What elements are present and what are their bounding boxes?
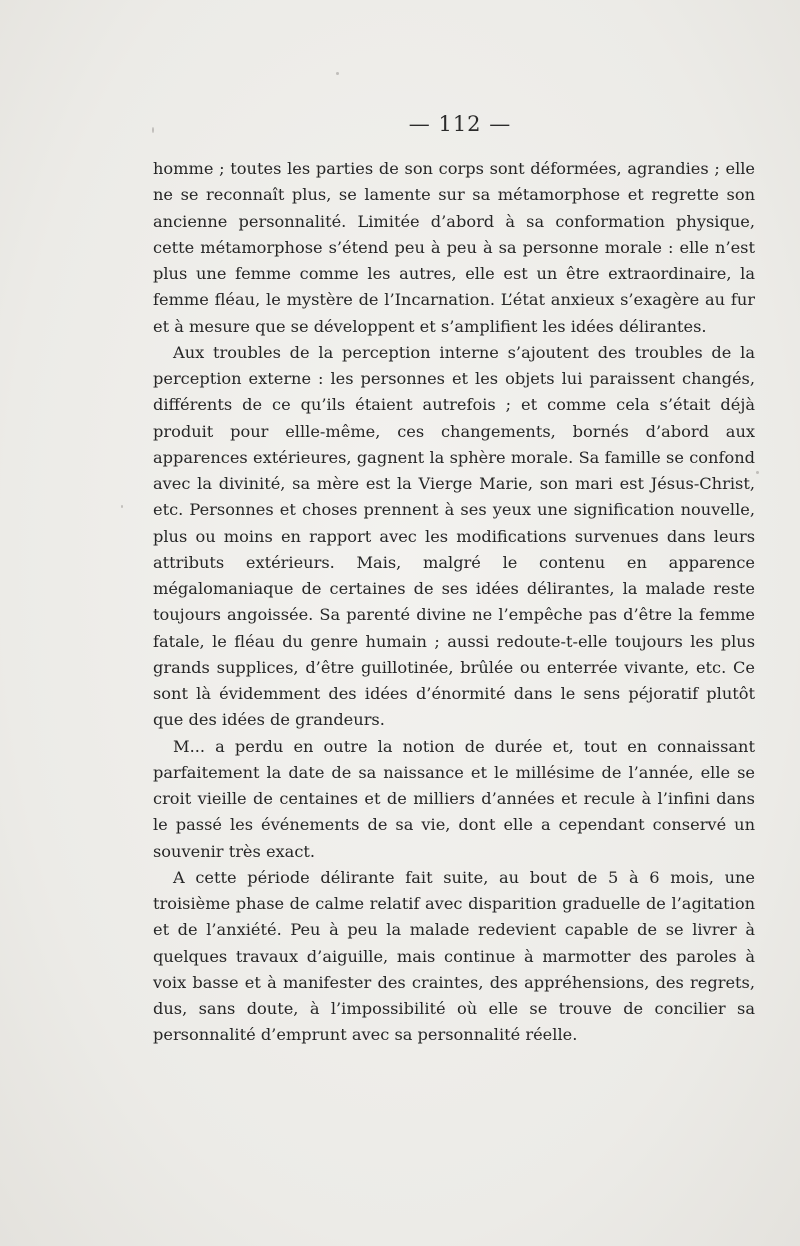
print-speck (756, 471, 759, 474)
paragraph-third-phase: A cette période délirante fait suite, au bout de 5 à 6 mois, une troisième phase de calme relatif avec disparition graduelle de l’agitation et de l’anxiété. Peu à peu la malade redevient capable de se livrer à quelques travaux d’aiguille, mais continue à marmotter des paroles à voix basse et à manifester des craintes, des appréhensions, des regrets, dus, sans doute, à l’impossibilité où elle se trouve de concilier sa personnalité d’emprunt avec sa personnalité réelle. (153, 867, 755, 1045)
paragraph-continuation: homme ; toutes les parties de son corps sont déformées, agrandies ; elle ne se reconnaît plus, se lamente sur sa métamorphose et regrette son ancienne personnalité. Limitée d’abord à sa conformation physique, cette métamorphose s’étend peu à peu à sa personne morale : elle n’est plus une femme comme les autres, elle est un être extraordinaire, la femme fléau, le mystère de l’Incarnation. L’état anxieux s’exagère au fur et à mesure que se développent et s’amplifient les idées délirantes. (153, 159, 755, 336)
print-speck (336, 72, 339, 75)
page-number: — 112 — (408, 112, 512, 136)
body-text (153, 156, 755, 1049)
print-speck (121, 505, 123, 508)
paragraph-duration: M... a perdu en outre la notion de durée et, tout en connaissant parfaitement la date de sa naissance et le millésime de l’année, elle se croit vieille de centaines et de milliers d’années et recule à l’infini dans le passé les événements de sa vie, dont elle a cependant conservé un souvenir très exact. (153, 736, 755, 861)
paragraph-perception: Aux troubles de la perception interne s’ajoutent des troubles de la perception externe : les personnes et les objets lui paraissent changés, différents de ce qu’ils étaient autrefois ; et comme cela s’était déjà produit pour ellle-même, ces changements, bornés d’abord aux apparences extérieures, gagnent la sphère morale. Sa famille se confond avec la divinité, sa mère est la Vierge Marie, son mari est Jésus-Christ, etc. Personnes et choses prennent à ses yeux une signification nouvelle, plus ou moins en rapport avec les modifications survenues dans leurs attributs extérieurs. Mais, malgré le contenu en apparence mégalomaniaque de certaines de ses idées délirantes, la malade reste toujours angoissée. Sa parenté divine ne l’empêche pas d’être la femme fatale, le fléau du genre humain ; aussi redoute-t-elle toujours les plus grands supplices, d’être guillotinée, brûlée ou enterrée vivante, etc. Ce sont là évidemment des idées d’énormité dans le sens péjoratif plutôt que des idées de grandeurs. (153, 342, 755, 730)
